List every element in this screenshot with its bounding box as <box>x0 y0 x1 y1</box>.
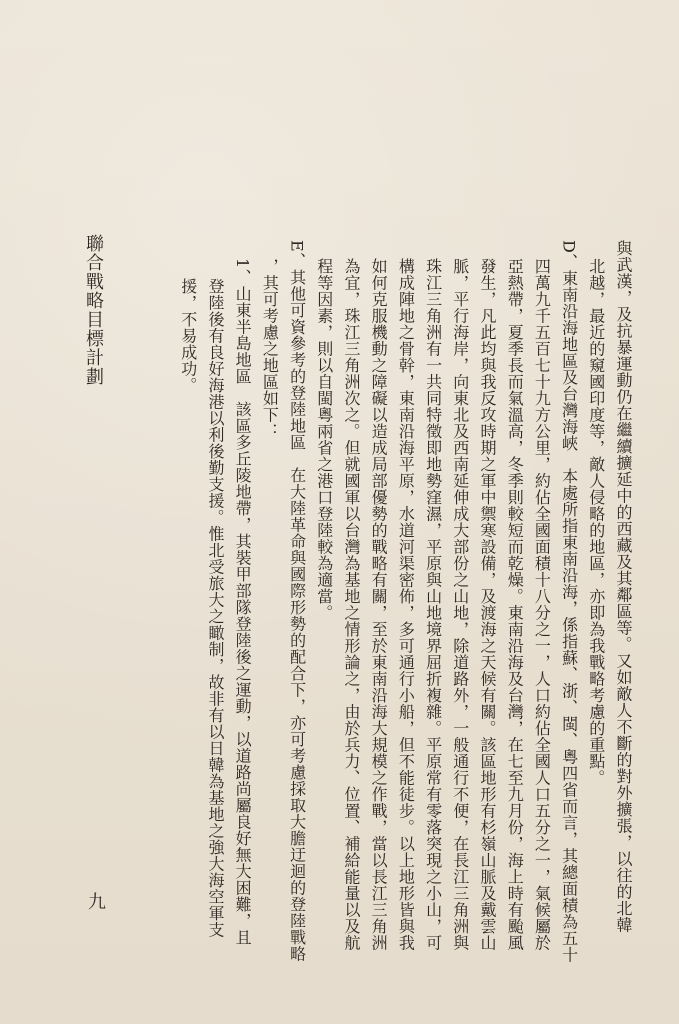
text-line: 發生，凡此均與我反攻時期之軍中禦寒設備，及渡海之天候有關。該區地形有杉嶺山脈及戴雲山 <box>477 258 497 951</box>
section-heading-e: E、其他可資參考的登陸地區 在大陸革命與國際形勢的配合下，亦可考慮採取大膽迂迴的登陸戰略 <box>287 240 307 962</box>
section-heading-d: D、東南沿海地區及台灣海峽 本處所指東南沿海，係指蘇、浙、閩、粵四省而言，其總面積為五十 <box>559 240 579 963</box>
text-line: 脈，平行海岸，向東北及西南延伸成大部份之山地，除道路外，一般通行不便，在長江三角洲與 <box>450 258 470 951</box>
subsection-heading-1: 1、山東半島地區 該區多丘陵地帶，其裝甲部隊登陸後之運動，以道路尚屬良好無大困難，且 <box>233 258 253 946</box>
text-line: 為宜，珠江三角洲次之。但就國軍以台灣為基地之情形論之，由於兵力、位置、補給能量以及航 <box>341 258 361 951</box>
text-line: 北越，最近的窺國印度等，敵人侵略的地區，亦即為我戰略考慮的重點。 <box>586 258 606 786</box>
text-line: 與武漢，及抗暴運動仍在繼續擴延中的西藏及其鄰區等。又如敵人不斷的對外擴張，以往的北韓 <box>614 240 633 933</box>
page-number: 九 <box>85 892 106 910</box>
text-line: 珠江三角洲有一共同特徵即地勢窪濕，平原與山地境界屈折複雜。平原常有零落突現之小山，可 <box>423 258 443 951</box>
document-body <box>175 240 637 963</box>
text-line: 亞熱帶，夏季長而氣溫高，冬季則較短而乾燥。東南沿海及台灣，在七至九月份，海上時有颱風 <box>505 258 525 951</box>
text-line: 程等因素，則以自閩粵兩省之港口登陸較為適當。 <box>314 258 334 621</box>
text-line: 登陸後有良好海港以利後勤支援。惟北受旅大之瞰制，故非有以日韓為基地之強大海空軍支 <box>205 278 225 938</box>
text-line: 構成陣地之骨幹，東南沿海平原，水道河渠密佈，多可通行小船，但不能徒步。以上地形皆與我 <box>396 258 416 951</box>
text-line: ，其可考慮之地區如下： <box>260 258 280 440</box>
text-line: 援，不易成功。 <box>178 278 198 394</box>
page-title: 聯合戰略目標計劃 <box>83 234 104 386</box>
text-line: 四萬九千五百七十九方公里，約佔全國面積十八分之一，人口約佔全國人口五分之一，氣候屬於 <box>532 258 552 951</box>
text-line: 如何克服機動之障礙以造成局部優勢的戰略有關，至於東南沿海大規模之作戰，當以長江三角洲 <box>369 258 389 951</box>
